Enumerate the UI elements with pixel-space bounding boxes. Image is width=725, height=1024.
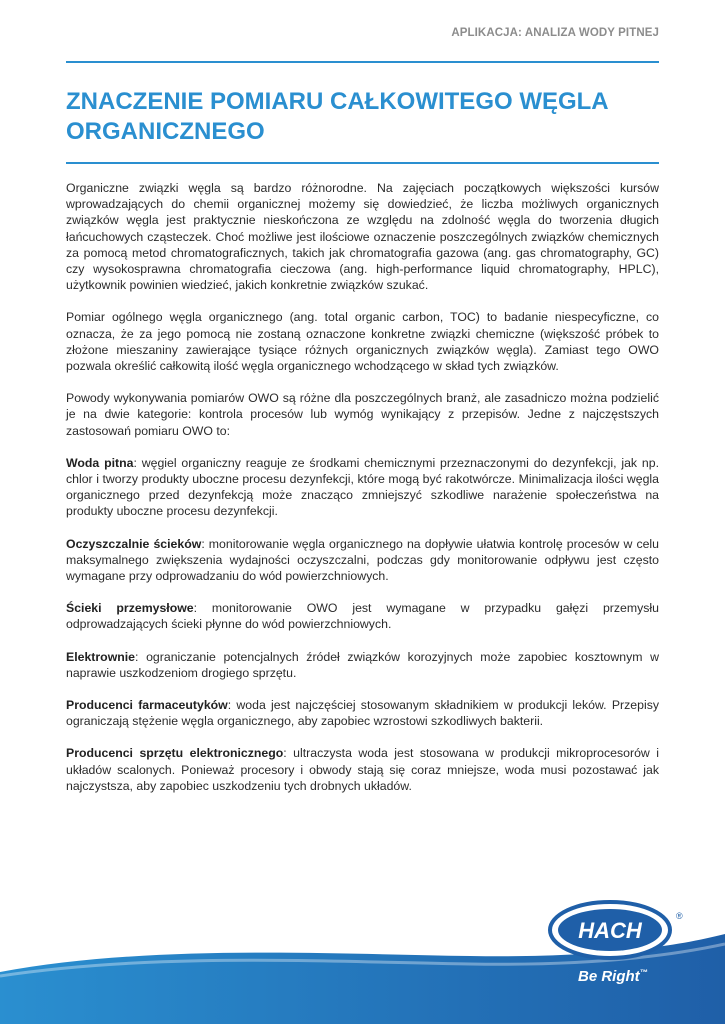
application-text: : ograniczanie potencjalnych źródeł związków korozyjnych może zapobiec kosztownym w naprawie uszkodzeniom drogiego sprzętu. bbox=[66, 649, 659, 680]
application-item bbox=[66, 455, 659, 520]
application-term: Woda pitna bbox=[66, 455, 134, 470]
registered-mark: ® bbox=[676, 911, 683, 921]
logo-text: HACH bbox=[578, 918, 642, 943]
intro-paragraph: Organiczne związki węgla są bardzo różnorodne. Na zajęciach początkowych większości kursów wprowadzających do chemii organicznej możemy się dowiedzieć, że liczba możliwych organicznych związków węgla jest praktycznie nieskończona ze względu na zdolność węgla do tworzenia długich łańcuchowych cząsteczek. Choć możliwe jest ilościowe oznaczenie poszczególnych związków chemicznych za pomocą metod chromatograficznych, takich jak chromatografia gazowa (ang. gas chromatography, GC) czy wysokosprawna chromatografia cieczowa (ang. high-performance liquid chromatography, HPLC), użytkownik powinien wiedzieć, jakich konkretnie związków szukać. bbox=[66, 181, 659, 293]
application-term: Elektrownie bbox=[66, 649, 136, 664]
application-text: : woda jest najczęściej stosowanym składnikiem w produkcji leków. Przepisy ograniczają stężenie węgla organicznego, aby zapobiec wzrostowi szkodliwych bakterii. bbox=[66, 698, 659, 729]
document-category-label: APLIKACJA: ANALIZA WODY PITNEJ bbox=[451, 27, 659, 39]
application-text: : monitorowanie węgla organicznego na dopływie ułatwia kontrolę procesów w celu maksymalnego zwiększenia wydajności oczyszczalni, podczas gdy monitorowanie odpływu jest często wymagane przy odprowadzaniu do wód powierzchniowych. bbox=[66, 536, 659, 584]
page-title: ZNACZENIE POMIARU CAŁKOWITEGO WĘGLA ORGANICZNEGO bbox=[66, 88, 608, 145]
toc-paragraph: Pomiar ogólnego węgla organicznego (ang. total organic carbon, TOC) to badanie niespecyficzne, co oznacza, że za jego pomocą nie zostaną oznaczone konkretne związki chemiczne (większość próbek to złożone mieszaniny zawierające tysiące różnych organicznych związków węgla). Zamiast tego OWO pozwala określić całkowitą ilość węgla organicznego wchodzącego w skład tych związków. bbox=[66, 310, 659, 374]
application-term: Producenci farmaceutyków bbox=[66, 698, 228, 713]
application-item bbox=[66, 697, 659, 729]
brand-tagline bbox=[578, 968, 648, 985]
application-text: : ultraczysta woda jest stosowana w produkcji mikroprocesorów i układów scalonych. Ponieważ procesory i obwody stają się coraz mniejsze, woda musi pozostawać jak najczystsza, aby zapobiec uszkodzeniu tych drobnych układów. bbox=[66, 746, 659, 793]
application-text: : monitorowanie OWO jest wymagane w przypadku gałęzi przemysłu odprowadzających ścieki płynne do wód powierzchniowych. bbox=[66, 601, 659, 632]
application-term: Oczyszczalnie ścieków bbox=[66, 536, 202, 551]
trademark-mark: ™ bbox=[639, 968, 648, 977]
application-item bbox=[66, 600, 659, 632]
tagline-text: Be Right bbox=[578, 968, 640, 985]
application-item bbox=[66, 649, 659, 681]
top-divider bbox=[66, 61, 659, 63]
logo-oval-icon bbox=[548, 900, 672, 960]
reasons-paragraph: Powody wykonywania pomiarów OWO są różne dla poszczególnych branż, ale zasadniczo można podzielić je na dwie kategorie: kontrola procesów lub wymóg wynikający z przepisów. Jedne z najczęstszych zastosowań pomiaru OWO to: bbox=[66, 391, 659, 438]
article-body bbox=[66, 180, 659, 810]
application-term: Ścieki przemysłowe bbox=[66, 601, 194, 616]
application-item bbox=[66, 745, 659, 794]
title-divider bbox=[66, 162, 659, 164]
application-text: : węgiel organiczny reaguje ze środkami chemicznymi przeznaczonymi do dezynfekcji, jak np. chlor i tworzy produkty uboczne procesu dezynfekcji, które mogą być rakotwórcze. Minimalizacja ilości węgla organicznego przed dezynfekcją może znacząco zmniejszyć szkodliwe narażenie społeczeństwa na produkty uboczne procesu dezynfekcji. bbox=[66, 455, 659, 519]
application-item bbox=[66, 536, 659, 585]
hach-logo bbox=[548, 900, 688, 970]
application-term: Producenci sprzętu elektronicznego bbox=[66, 746, 284, 761]
